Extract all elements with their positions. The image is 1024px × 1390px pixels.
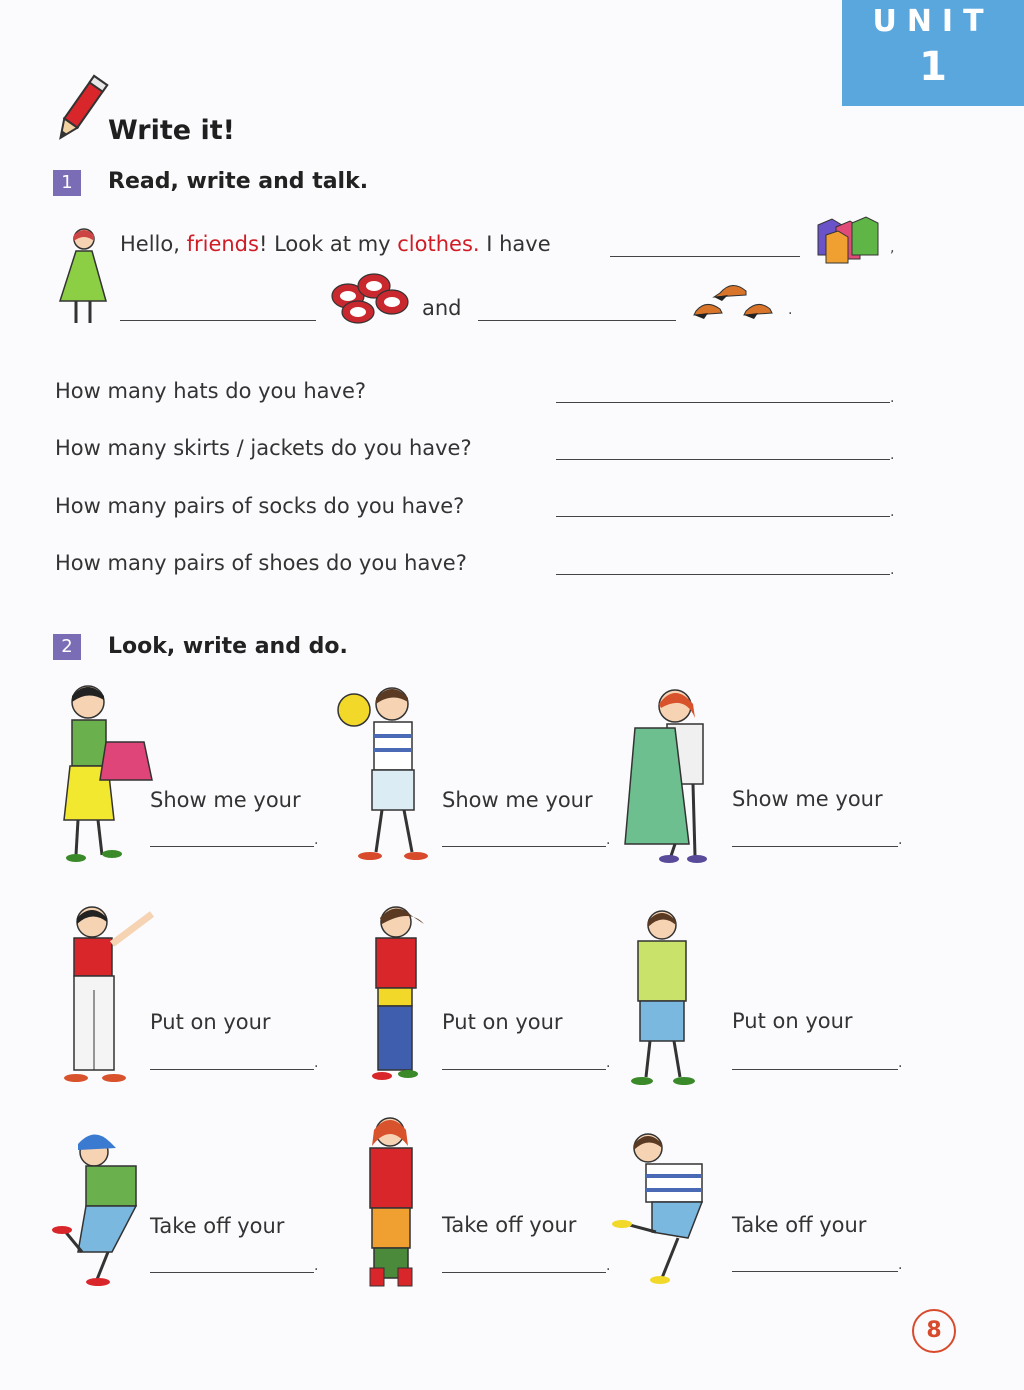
question-shoes: How many pairs of shoes do you have? bbox=[55, 551, 467, 575]
question-hats: How many hats do you have? bbox=[55, 379, 367, 403]
page-number: 8 bbox=[912, 1309, 956, 1353]
intro-sentence bbox=[120, 232, 551, 256]
girl-in-red-coat-illustration bbox=[350, 1112, 435, 1292]
blank-r2c1[interactable] bbox=[150, 1069, 314, 1070]
boy-with-hat-illustration bbox=[332, 680, 442, 865]
answer-shoes[interactable] bbox=[556, 574, 890, 575]
blank-jackets[interactable] bbox=[610, 256, 800, 257]
blank-r1c1[interactable] bbox=[150, 846, 314, 847]
unit-number: 1 bbox=[919, 44, 947, 90]
girl-with-skirt-illustration bbox=[52, 680, 152, 865]
prompt-r2c1: Put on your bbox=[150, 1010, 271, 1034]
prompt-r1c1: Show me your bbox=[150, 788, 301, 812]
task-number-1: 1 bbox=[53, 170, 81, 196]
unit-label: UNIT bbox=[872, 4, 994, 39]
page-heading: Write it! bbox=[108, 115, 235, 146]
blank-r2c3[interactable] bbox=[732, 1069, 898, 1070]
jackets-icon bbox=[812, 215, 882, 265]
boy-putting-on-shirt-illustration bbox=[52, 900, 162, 1090]
prompt-r2c2: Put on your bbox=[442, 1010, 563, 1034]
blank-r2c2[interactable] bbox=[442, 1069, 606, 1070]
and-word: and bbox=[422, 296, 462, 320]
question-socks: How many pairs of socks do you have? bbox=[55, 494, 465, 518]
boy-in-green-shirt-illustration bbox=[622, 905, 702, 1090]
hello-text: Hello, bbox=[120, 232, 187, 256]
prompt-r1c2: Show me your bbox=[442, 788, 593, 812]
prompt-r2c3: Put on your bbox=[732, 1009, 853, 1033]
friends-word: friends bbox=[186, 232, 259, 256]
task-2-title: Look, write and do. bbox=[108, 634, 348, 659]
blank-r1c2[interactable] bbox=[442, 846, 606, 847]
prompt-r3c2: Take off your bbox=[442, 1213, 577, 1237]
blank-caps[interactable] bbox=[478, 320, 676, 321]
blank-r3c3[interactable] bbox=[732, 1271, 898, 1272]
task-number-2: 2 bbox=[53, 634, 81, 660]
boy-taking-off-shoe-illustration bbox=[52, 1122, 152, 1292]
task-1-title: Read, write and talk. bbox=[108, 169, 369, 194]
answer-socks[interactable] bbox=[556, 516, 890, 517]
unit-tab bbox=[842, 0, 1024, 106]
prompt-r1c3: Show me your bbox=[732, 787, 883, 811]
blank-r3c2[interactable] bbox=[442, 1272, 606, 1273]
blank-r1c3[interactable] bbox=[732, 846, 898, 847]
blank-shoes[interactable] bbox=[120, 320, 316, 321]
have-text: I have bbox=[479, 232, 551, 256]
girl-with-dress-illustration bbox=[615, 684, 715, 864]
question-skirts-jackets: How many skirts / jackets do you have? bbox=[55, 436, 472, 460]
blank-r3c1[interactable] bbox=[150, 1272, 314, 1273]
look-text: ! Look at my bbox=[258, 232, 398, 256]
pencil-icon bbox=[50, 70, 110, 150]
girl-in-red-jacket-illustration bbox=[350, 900, 440, 1085]
caps-icon bbox=[690, 275, 785, 325]
clothes-word: clothes. bbox=[397, 232, 480, 256]
girl-in-dress-illustration bbox=[52, 225, 112, 330]
answer-skirts-jackets[interactable] bbox=[556, 459, 890, 460]
shoes-icon bbox=[328, 268, 413, 328]
prompt-r3c1: Take off your bbox=[150, 1214, 285, 1238]
answer-hats[interactable] bbox=[556, 402, 890, 403]
prompt-r3c3: Take off your bbox=[732, 1213, 867, 1237]
boy-taking-off-sock-illustration bbox=[612, 1128, 712, 1288]
